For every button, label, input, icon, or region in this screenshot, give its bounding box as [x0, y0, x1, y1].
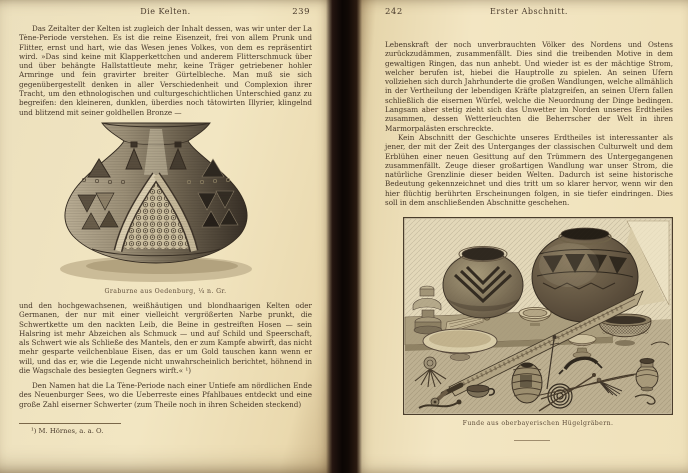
right-page-number: 242 [385, 7, 403, 17]
right-page [355, 0, 688, 473]
left-page-number: 239 [292, 7, 310, 17]
footnote: ¹) M. Hörnes, a. a. O. [31, 427, 104, 435]
right-text-block [385, 40, 673, 207]
right-page-header [385, 7, 673, 19]
right-running-title: Erster Abschnitt. [490, 7, 568, 16]
left-running-title: Die Kelten. [140, 7, 191, 16]
left-page [0, 0, 333, 473]
right-paragraph-2: Kein Abschnitt der Geschichte unseres Erdtheiles ist interessanter als jener, der mit der Zeit des Unterganges der classischen Culturwelt und dem Erblühen einer neuen Gesittung auf den Trümmern des Untergegangenen zusammenfällt. Zeuge dieser großartigen Wandlung war unser Strom, die natürliche Grenzlinie dieser beiden Welten. Dadurch ist seine historische Bedeutung gekennzeichnet und dies tritt um so klarer hervor, wenn wir den hier flüchtig berührten Erscheinungen folgen, in sie tiefer eindringen. Dies soll in dem anschließenden Abschnitte geschehen. [385, 132, 673, 208]
grave-finds-illustration [403, 217, 673, 415]
section-divider [514, 440, 550, 441]
right-illustration-caption: Funde aus oberbayerischen Hügelgräbern. [462, 420, 614, 427]
left-paragraph-3: Den Namen hat die La Tène-Periode nach einer Untiefe am nördlichen Ende des Neuenburger Sees, wo die Ueberreste eines Pfahlbaues entdeckt und eine große Zahl eiserner Schwerter (zum Theile noch in ihren Scheiden steckend) [19, 381, 312, 409]
left-paragraph-1: Das Zeitalter der Kelten ist zugleich der Inhalt dessen, was wir unter der La Tène-Periode verstehen. Es ist die reine Eisenzeit, frei von allem Prunk und Flitter, ernst und hart, wie das Wesen jenes Volkes, von dem es repräsentirt wird. »Das sind keine mit Klapperkettchen und anderem Flitterschmuck über und über behängte Hallstattleute mehr, keine Träger getriebener hohler Armringe und fein gravirter breiter Gürtelbleche. Man muß sie sich gegenübergestellt denken in aller Verschiedenheit und Complexion ihrer Tracht, um den ethnologischen und culturgeschichtlichen Unterschied ganz zu begreifen: den kleineren, dunklen, überdies noch tätowirten Illyrier, klingelnd und blitzend mit seiner goldhellen Bronze — [19, 24, 312, 117]
left-paragraph-2: und den hochgewachsenen, weißhäutigen und blondhaarigen Kelten oder Germanen, der nur mit einer vielleicht vergrößerten Narbe prunkt, die Schwertkette um den nackten Leib, die Beine in gestreiften Hosen — sein Halsring ist mehr Abzeichen als Schmuck — und auf Schild und Speerschaft, als Schwert wie als Schließe des Mantels, den er zum Kampfe abwirft, das nicht mehr gesparte veilchenblaue Eisen, das er um Gold tauschen kann wenn er will, und das er, wie die Legende nicht unwahrscheinlich berichtet, höhnend in die Wagschale des besiegten Gegners wirft.« ¹) [19, 301, 313, 376]
left-page-header [19, 7, 312, 19]
left-illustration-caption: Graburne aus Oedenburg, ¼ n. Gr. [104, 288, 227, 295]
grave-urn-illustration [58, 117, 254, 289]
book-gutter [326, 0, 362, 473]
right-paragraph-1: Lebenskraft der noch unverbrauchten Völker des Nordens und Ostens zurückzudämmen, zusammenfällt. Dies sind die treibenden Motive in dem gewaltigen Ringen, das nun anhebt. Und wieder ist es der mächtige Strom, welcher berufen ist, hiebei die Hauptrolle zu spielen. An seinen Ufern vollziehen sich durch Jahrhunderte die großen Wandlungen, welche allmählich in der Vertheilung der lebendigen Kräfte platzgreifen, an seinen Ufern fallen schließlich die eisernen Würfel, welche die Neuordnung der Dinge bedingen. Langsam aber stetig zieht sich das Unwetter im Norden unseres Erdtheiles zusammen, dessen Wetterleuchten die Beherrscher der Welt in ihren Marmorpalästen erschreckte. [385, 40, 673, 133]
footnote-rule [19, 423, 121, 424]
